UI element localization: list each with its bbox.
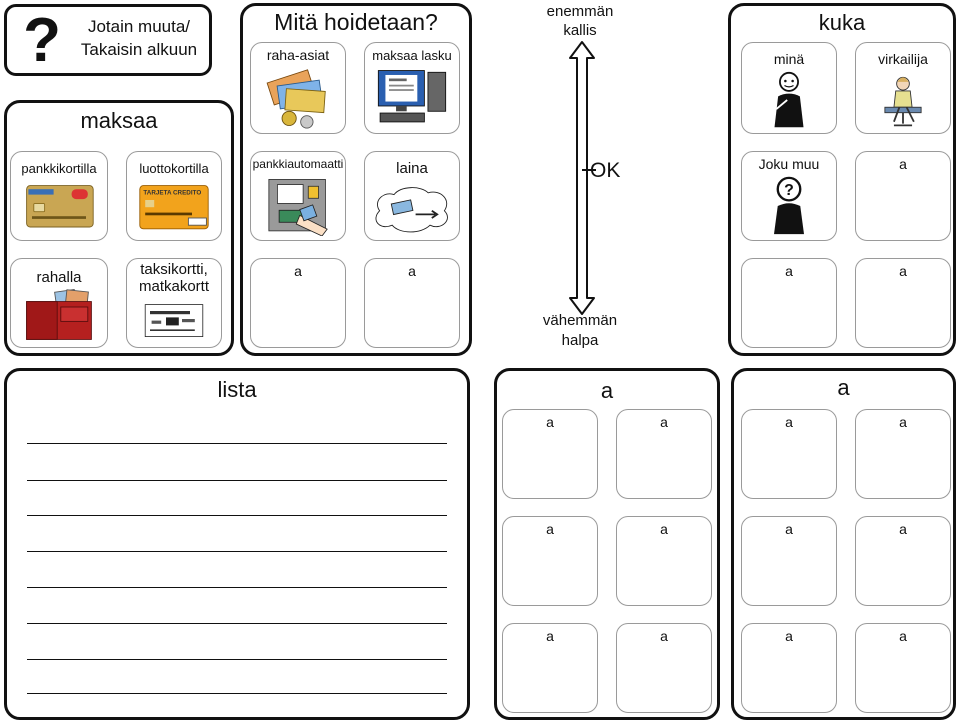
card-label: a xyxy=(899,263,907,279)
card-label: a xyxy=(785,263,793,279)
who-me-card[interactable] xyxy=(741,42,837,134)
extra-panel-1-card[interactable] xyxy=(502,623,598,713)
card-label: pankkikortilla xyxy=(21,161,97,176)
topic-pay-bill-card[interactable] xyxy=(364,42,460,134)
topic-atm-card[interactable] xyxy=(250,151,346,241)
credit-card-icon xyxy=(127,182,221,236)
extra-panel-2-card[interactable] xyxy=(741,516,837,606)
topic-loan-card[interactable] xyxy=(364,151,460,241)
extra-panel-2-card[interactable] xyxy=(855,516,951,606)
extra-panel-2-card[interactable] xyxy=(855,409,951,499)
card-label: a xyxy=(546,414,554,430)
mita-hoidetaan-title: Mitä hoidetaan? xyxy=(274,9,438,35)
card-label: a xyxy=(785,628,793,644)
card-label: a xyxy=(899,521,907,537)
extra-panel-2-card[interactable] xyxy=(741,623,837,713)
topic-empty-card-1[interactable] xyxy=(250,258,346,348)
card-label: maksaa lasku xyxy=(372,48,452,63)
card-label: raha-asiat xyxy=(266,47,330,63)
who-empty-card-1[interactable] xyxy=(855,151,951,241)
card-label: a xyxy=(660,414,668,430)
card-label: a xyxy=(785,521,793,537)
maksaa-title: maksaa xyxy=(80,108,158,133)
extra-panel-1-card[interactable] xyxy=(616,623,712,713)
unknown-person-icon xyxy=(742,176,836,236)
pay-bank-card-card[interactable] xyxy=(10,151,108,241)
topic-empty-card-2[interactable] xyxy=(364,258,460,348)
lista-panel xyxy=(4,368,470,720)
card-label: a xyxy=(660,521,668,537)
card-label: luottokortilla xyxy=(139,161,209,176)
who-empty-card-2[interactable] xyxy=(741,258,837,348)
list-line[interactable] xyxy=(27,693,447,694)
extra-panel-2-title: a xyxy=(837,375,850,400)
scale-top-line-2: kallis xyxy=(563,22,597,39)
pay-credit-card-card[interactable] xyxy=(126,151,222,241)
card-label: rahalla xyxy=(36,269,82,286)
list-line[interactable] xyxy=(27,443,447,444)
list-line[interactable] xyxy=(27,587,447,588)
who-someone-else-card[interactable] xyxy=(741,151,837,241)
card-label: a xyxy=(546,628,554,644)
card-label: a xyxy=(899,628,907,644)
card-label: a xyxy=(785,414,793,430)
extra-panel-2-card[interactable] xyxy=(741,409,837,499)
kuka-title: kuka xyxy=(818,10,866,35)
list-line[interactable] xyxy=(27,551,447,552)
extra-panel-1-card[interactable] xyxy=(502,409,598,499)
card-label: a xyxy=(546,521,554,537)
scale-top-line-1: enemmän xyxy=(546,3,614,20)
extra-panel-2-card[interactable] xyxy=(855,623,951,713)
wallet-icon xyxy=(11,289,107,343)
pay-travel-card-card[interactable] xyxy=(126,258,222,348)
lista-title: lista xyxy=(217,377,257,402)
credit-card-print: TARJETA CREDITO xyxy=(143,189,202,197)
extra-panel-1-card[interactable] xyxy=(502,516,598,606)
scale-ok-label[interactable]: OK xyxy=(590,159,621,182)
list-line[interactable] xyxy=(27,659,447,660)
scale-bottom-line-1: vähemmän xyxy=(542,312,618,329)
card-label: a xyxy=(408,263,416,279)
clerk-icon xyxy=(856,71,950,129)
help-line-2: Takaisin alkuun xyxy=(80,40,198,59)
loan-icon xyxy=(365,182,459,236)
extra-panel-1-card[interactable] xyxy=(616,409,712,499)
travel-card-icon xyxy=(127,303,221,343)
card-label: a xyxy=(899,414,907,430)
card-label: taksikortti, matkakortt xyxy=(138,261,210,295)
list-line[interactable] xyxy=(27,480,447,481)
topic-money-card[interactable] xyxy=(250,42,346,134)
list-line[interactable] xyxy=(27,623,447,624)
scale-bottom-line-2: halpa xyxy=(561,332,599,349)
bank-card-icon xyxy=(11,182,107,236)
who-clerk-card[interactable] xyxy=(855,42,951,134)
extra-panel-1-title: a xyxy=(600,378,614,403)
me-person-icon xyxy=(742,71,836,129)
question-mark-icon: ? xyxy=(23,6,61,75)
help-line-1: Jotain muuta/ xyxy=(87,17,191,36)
who-empty-card-3[interactable] xyxy=(855,258,951,348)
pay-cash-card[interactable] xyxy=(10,258,108,348)
computer-icon xyxy=(365,67,459,129)
card-label: a xyxy=(899,156,907,172)
extra-panel-1-card[interactable] xyxy=(616,516,712,606)
card-label: Joku muu xyxy=(758,156,820,172)
card-label: a xyxy=(660,628,668,644)
list-line[interactable] xyxy=(27,515,447,516)
card-label: minä xyxy=(773,51,805,67)
svg-text:?: ? xyxy=(784,181,794,199)
card-label: virkailija xyxy=(878,51,928,67)
card-label: laina xyxy=(396,160,428,177)
atm-icon xyxy=(251,176,345,236)
card-label: pankkiautomaatti xyxy=(252,157,344,171)
money-icon xyxy=(251,67,345,129)
card-label: a xyxy=(294,263,302,279)
help-panel[interactable] xyxy=(4,4,212,76)
